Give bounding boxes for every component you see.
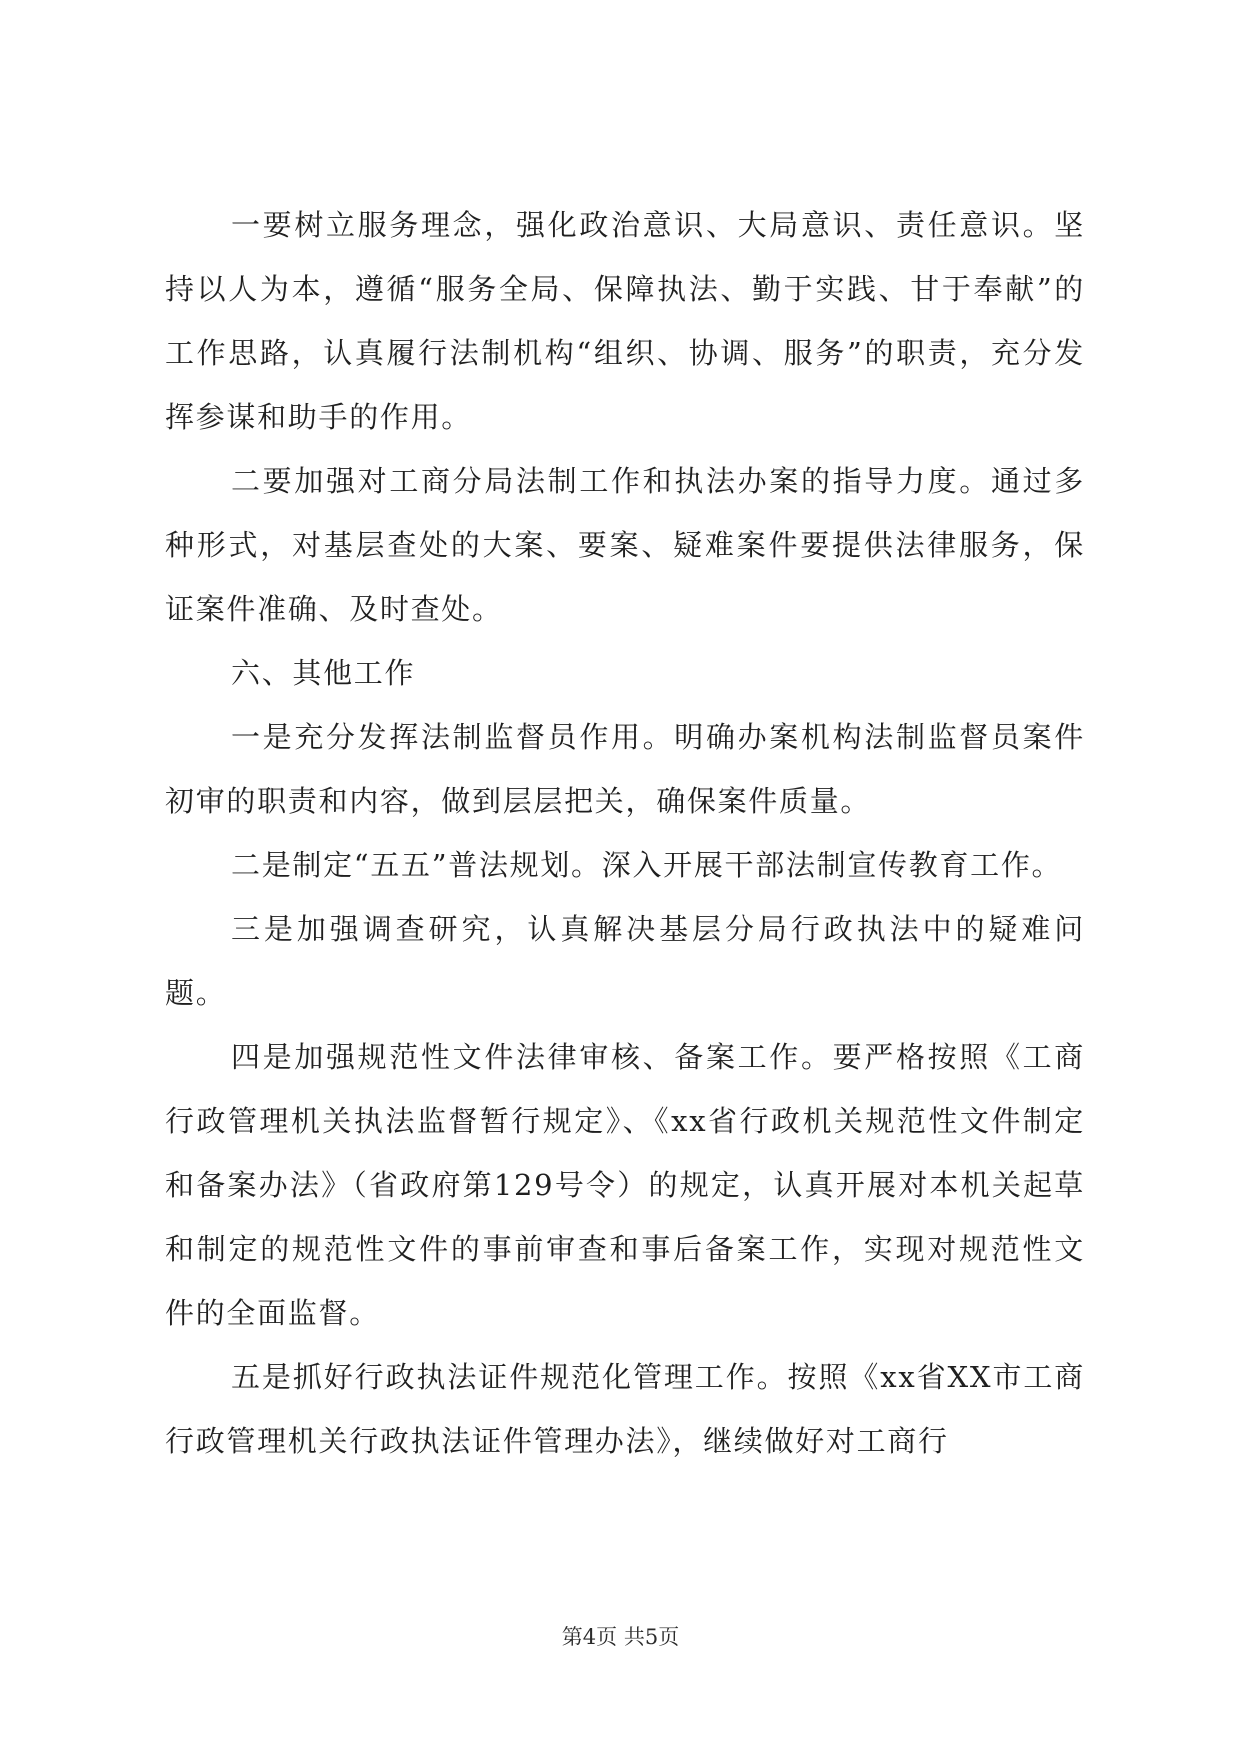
paragraph-4: 二是制定“五五”普法规划。深入开展干部法制宣传教育工作。	[231, 848, 1063, 882]
document-body	[165, 193, 1085, 1473]
paragraph-2: 二要加强对工商分局法制工作和执法办案的指导力度。通过多种形式，对基层查处的大案、要案、疑难案件要提供法律服务，保证案件准确、及时查处。	[165, 464, 1085, 626]
paragraph-7: 五是抓好行政执法证件规范化管理工作。按照《xx省XX市工商行政管理机关行政执法证件管理办法》，继续做好对工商行	[165, 1360, 1085, 1458]
section-heading: 六、其他工作	[231, 656, 416, 690]
paragraph-5: 三是加强调查研究，认真解决基层分局行政执法中的疑难问题。	[165, 912, 1085, 1010]
paragraph-1: 一要树立服务理念，强化政治意识、大局意识、责任意识。坚持以人为本，遵循“服务全局、保障执法、勤于实践、甘于奉献”的工作思路，认真履行法制机构“组织、协调、服务”的职责，充分发挥参谋和助手的作用。	[165, 208, 1085, 434]
paragraph-3: 一是充分发挥法制监督员作用。明确办案机构法制监督员案件初审的职责和内容，做到层层把关，确保案件质量。	[165, 720, 1085, 818]
paragraph-6: 四是加强规范性文件法律审核、备案工作。要严格按照《工商行政管理机关执法监督暂行规定》、《xx省行政机关规范性文件制定和备案办法》（省政府第129号令）的规定，认真开展对本机关起草和制定的规范性文件的事前审查和事后备案工作，实现对规范性文件的全面监督。	[165, 1040, 1085, 1330]
page-number-footer: 第4页 共5页	[561, 1625, 680, 1649]
